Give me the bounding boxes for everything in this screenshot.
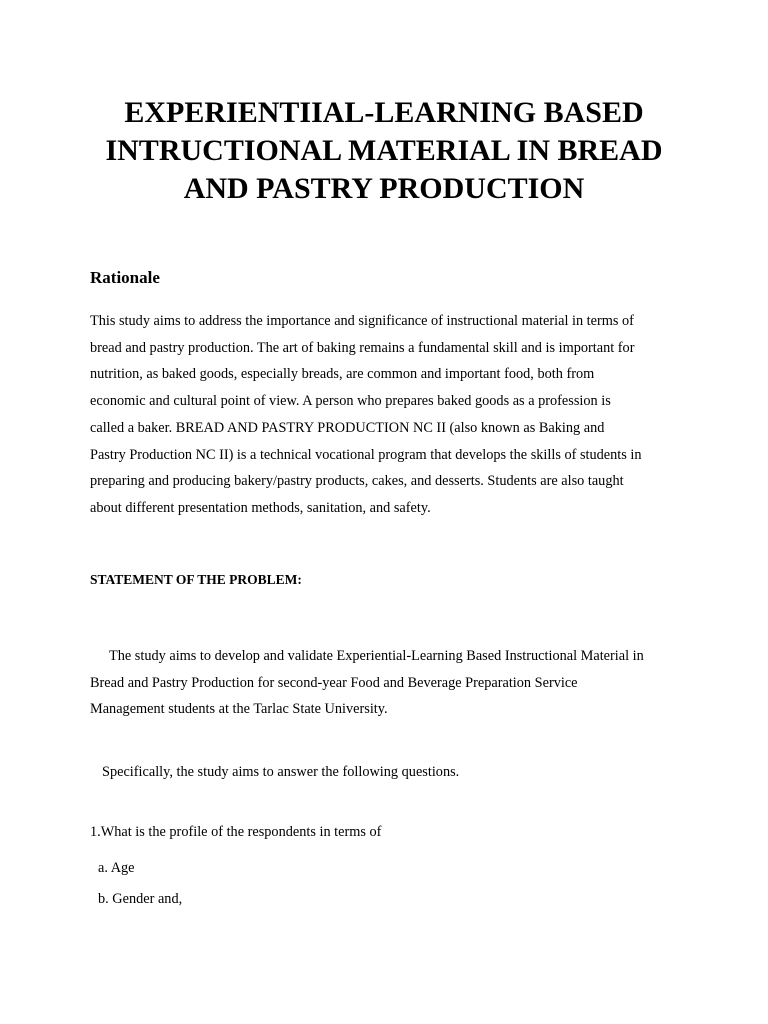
question-1: 1.What is the profile of the respondents in terms of bbox=[90, 824, 382, 840]
title-line-2: INTRUCTIONAL MATERIAL IN BREAD bbox=[105, 134, 663, 167]
document-title bbox=[60, 94, 708, 208]
rationale-line: preparing and producing bakery/pastry products, cakes, and desserts. Students are also taught bbox=[90, 473, 624, 490]
specific-questions-intro: Specifically, the study aims to answer the following questions. bbox=[102, 764, 460, 780]
rationale-line: This study aims to address the importance and significance of instructional material in terms of bbox=[90, 313, 634, 329]
rationale-line: Pastry Production NC II) is a technical vocational program that develops the skills of students in bbox=[90, 446, 642, 463]
title-line-3: AND PASTRY PRODUCTION bbox=[183, 172, 585, 205]
problem-line: Management students at the Tarlac State University. bbox=[90, 701, 388, 718]
rationale-paragraph bbox=[90, 308, 690, 522]
title-line-1: EXPERIENTIIAL-LEARNING BASED bbox=[124, 96, 644, 129]
rationale-heading: Rationale bbox=[90, 268, 160, 287]
problem-line: Bread and Pastry Production for second-year Food and Beverage Preparation Service bbox=[90, 674, 578, 691]
question-1-options bbox=[98, 853, 182, 915]
option-gender: b. Gender and, bbox=[98, 891, 183, 907]
problem-statement-paragraph bbox=[90, 643, 690, 723]
rationale-line: nutrition, as baked goods, especially breads, are common and important food, both from bbox=[90, 366, 595, 383]
problem-statement-heading: STATEMENT OF THE PROBLEM: bbox=[90, 572, 302, 587]
rationale-line: bread and pastry production. The art of baking remains a fundamental skill and is important for bbox=[90, 339, 635, 356]
problem-line: The study aims to develop and validate Experiential-Learning Based Instructional Material in bbox=[109, 648, 644, 664]
rationale-line: economic and cultural point of view. A person who prepares baked goods as a profession is bbox=[90, 393, 611, 410]
option-age: a. Age bbox=[98, 860, 135, 876]
rationale-line: about different presentation methods, sanitation, and safety. bbox=[90, 499, 431, 516]
rationale-line: called a baker. BREAD AND PASTRY PRODUCTION NC II (also known as Baking and bbox=[90, 419, 605, 436]
